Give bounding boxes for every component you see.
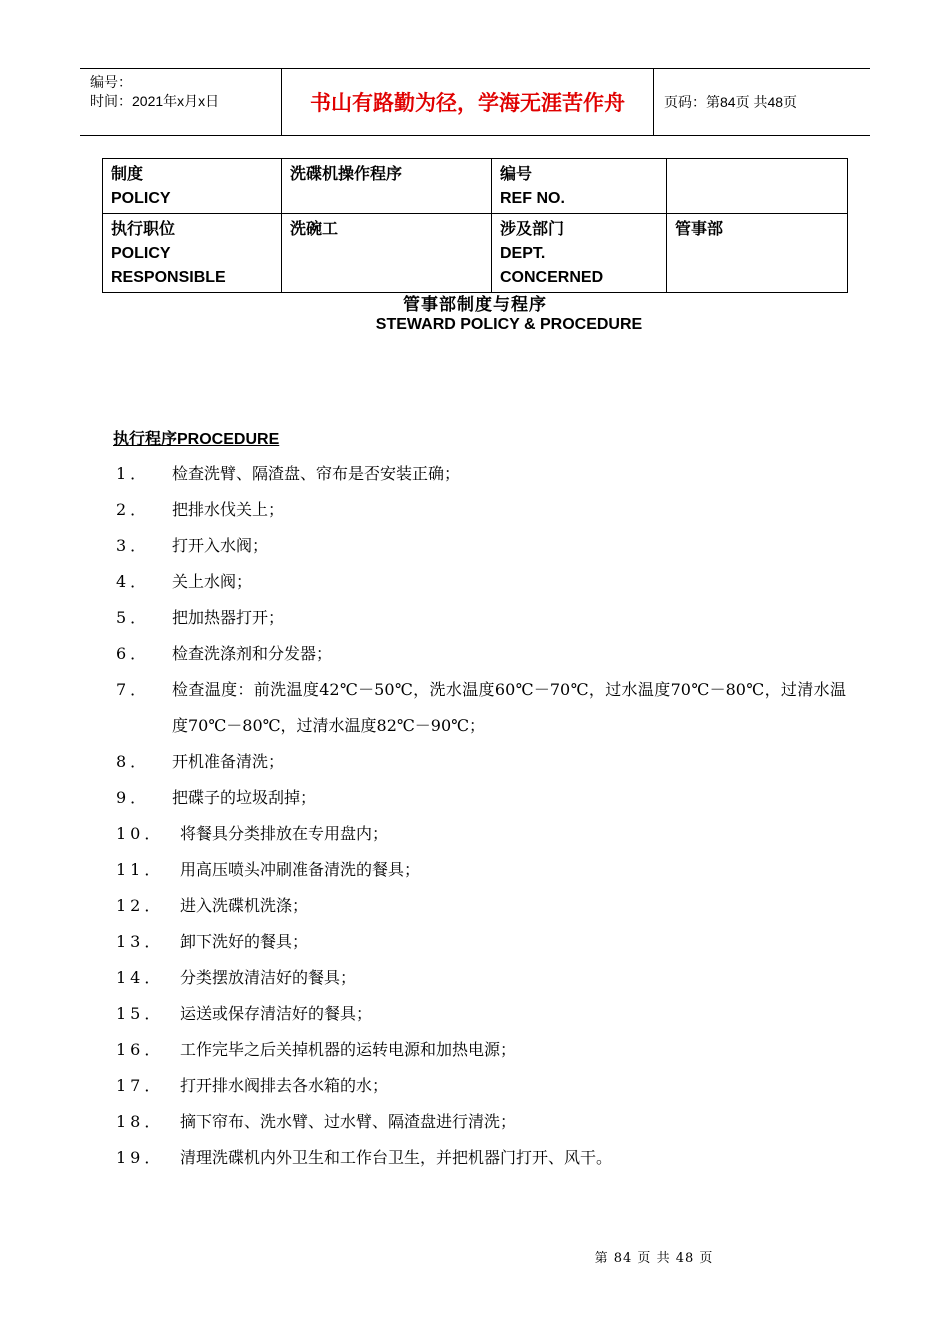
list-item	[116, 1140, 846, 1176]
list-item	[116, 1068, 846, 1104]
list-item	[116, 888, 846, 924]
step-text: 摘下帘布、洗水臂、过水臂、隔渣盘进行清洗；	[180, 1112, 517, 1131]
step-text: 运送或保存清洁好的餐具；	[180, 1004, 373, 1023]
header-page-info: 页码：第84页 共48页	[664, 94, 798, 110]
step-number: 19．	[116, 1148, 165, 1167]
step-number: 13．	[116, 932, 165, 951]
step-text: 检查洗臂、隔渣盘、帘布是否安装正确；	[172, 464, 461, 483]
step-text: 打开排水阀排去各水箱的水；	[180, 1076, 389, 1095]
list-item	[116, 852, 846, 888]
step-text: 把加热器打开；	[172, 608, 285, 627]
dept-value-cell: 管事部	[667, 214, 848, 293]
dept-label-cell	[492, 214, 667, 293]
responsible-value-cell: 洗碗工	[282, 214, 492, 293]
list-item	[116, 636, 846, 672]
procedure-heading: 执行程序PROCEDURE	[113, 431, 280, 448]
policy-value-cell: 洗碟机操作程序	[282, 159, 492, 214]
list-item	[116, 816, 846, 852]
page-header	[80, 68, 870, 136]
ref-label-cn: 编号	[500, 166, 533, 183]
step-number: 7．	[116, 680, 151, 699]
step-text: 把排水伐关上；	[172, 500, 285, 519]
list-item	[116, 960, 846, 996]
list-item	[116, 672, 846, 744]
step-number: 14．	[116, 968, 165, 987]
list-item	[116, 1032, 846, 1068]
step-text: 检查洗涤剂和分发器；	[172, 644, 333, 663]
header-info	[80, 69, 282, 135]
list-item	[116, 528, 846, 564]
policy-label-cn: 制度	[111, 166, 144, 183]
step-number: 15．	[116, 1004, 165, 1023]
table-row	[103, 159, 848, 214]
ref-label-cell	[492, 159, 667, 214]
time-label: 时间：2021年x月x日	[90, 93, 220, 109]
step-number: 9．	[116, 788, 151, 807]
responsible-label-en2: RESPONSIBLE	[111, 269, 226, 286]
step-text: 分类摆放清洁好的餐具；	[180, 968, 357, 987]
step-text: 开机准备清洗；	[172, 752, 285, 771]
step-number: 6．	[116, 644, 151, 663]
step-number: 3．	[116, 536, 151, 555]
step-text: 检查温度：前洗温度42℃－50℃，洗水温度60℃－70℃，过水温度70℃－80℃，过清水温度70℃－80℃，过清水温度82℃－90℃；	[172, 680, 846, 735]
list-item	[116, 780, 846, 816]
step-number: 10．	[116, 824, 165, 843]
dept-label-cn: 涉及部门	[500, 221, 565, 238]
table-row	[103, 214, 848, 293]
responsible-label-en1: POLICY	[111, 245, 171, 262]
step-text: 清理洗碟机内外卫生和工作台卫生，并把机器门打开、风干。	[180, 1148, 613, 1167]
step-text: 把碟子的垃圾刮掉；	[172, 788, 317, 807]
step-number: 11．	[116, 860, 165, 879]
list-item	[116, 924, 846, 960]
policy-label-en: POLICY	[111, 190, 171, 207]
step-text: 关上水阀；	[172, 572, 253, 591]
list-item	[116, 744, 846, 780]
list-item	[116, 456, 846, 492]
ref-value-cell	[667, 159, 848, 214]
step-text: 卸下洗好的餐具；	[180, 932, 309, 951]
list-item	[116, 1104, 846, 1140]
document-title-cn: 管事部制度与程序	[403, 295, 547, 315]
document-title-en: STEWARD POLICY & PROCEDURE	[375, 316, 643, 333]
number-label: 编号：	[90, 74, 132, 90]
step-text: 用高压喷头冲刷准备清洗的餐具；	[180, 860, 421, 879]
step-text: 工作完毕之后关掉机器的运转电源和加热电源；	[180, 1040, 517, 1059]
step-number: 5．	[116, 608, 151, 627]
dept-label-en1: DEPT.	[500, 245, 546, 262]
step-number: 17．	[116, 1076, 165, 1095]
dept-label-en2: CONCERNED	[500, 269, 604, 286]
step-text: 将餐具分类排放在专用盘内；	[180, 824, 389, 843]
step-number: 8．	[116, 752, 151, 771]
responsible-label-cell	[103, 214, 282, 293]
step-number: 4．	[116, 572, 151, 591]
policy-label-cell	[103, 159, 282, 214]
step-number: 16．	[116, 1040, 165, 1059]
list-item	[116, 600, 846, 636]
responsible-label-cn: 执行职位	[111, 221, 176, 238]
ref-label-en: REF NO.	[500, 190, 565, 207]
list-item	[116, 564, 846, 600]
step-text: 进入洗碟机洗涤；	[180, 896, 309, 915]
policy-meta-table	[102, 158, 848, 293]
header-motto: 书山有路勤为径，学海无涯苦作舟	[282, 69, 654, 135]
step-number: 12．	[116, 896, 165, 915]
page-footer: 第 84 页 共 48 页	[594, 1251, 714, 1266]
list-item	[116, 492, 846, 528]
list-item	[116, 996, 846, 1032]
step-number: 2．	[116, 500, 151, 519]
procedure-steps	[116, 456, 846, 1176]
step-number: 18．	[116, 1112, 165, 1131]
step-number: 1．	[116, 464, 151, 483]
step-text: 打开入水阀；	[172, 536, 269, 555]
